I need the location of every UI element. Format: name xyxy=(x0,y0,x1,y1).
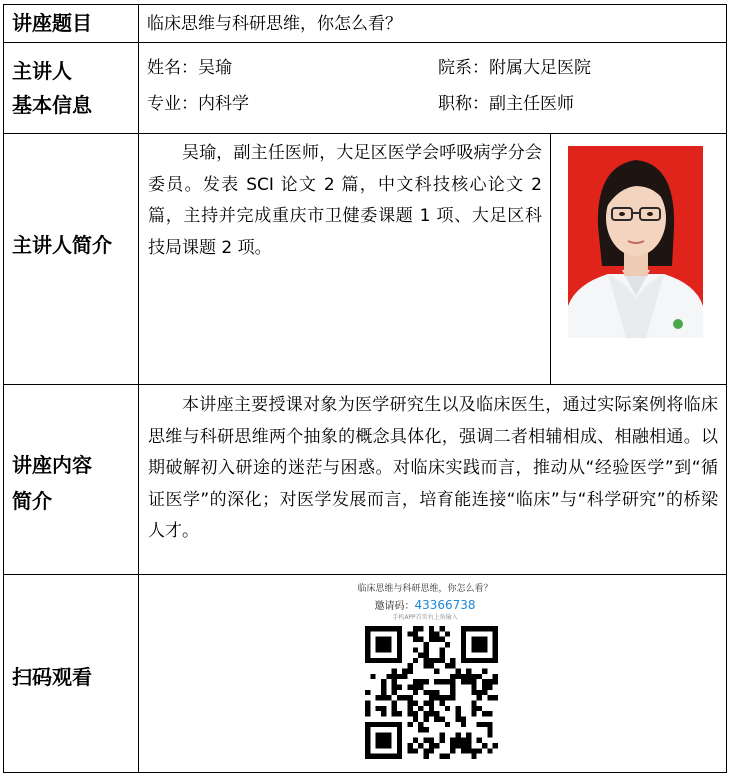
lecture-content-text: 本讲座主要授课对象为医学研究生以及临床医生，通过实际案例将临床思维与科研思维两个抽象的概念具体化，强调二者相辅相成、相融相通。以期破解初入研途的迷茫与困惑。对临床实践而言，推动从“经验医学”到“循证医学”的深化；对医学发展而言，培育能连接“临床”与“科学研究”的桥梁人才。 xyxy=(148,395,718,541)
speaker-bio-text: 吴瑜，副主任医师，大足区医学会呼吸病学分会委员。发表 SCI 论文 2 篇，中文科技核心论文 2 篇，主持并完成重庆市卫健委课题 1 项、大足区科技局课题 2 项。 xyxy=(148,143,542,258)
scan-label: 扫码观看 xyxy=(12,665,92,689)
speaker-portrait-icon xyxy=(568,146,703,338)
speaker-portrait-photo xyxy=(568,146,703,338)
speaker-bio-label: 主讲人简介 xyxy=(12,233,112,257)
speaker-info-label-line2: 基本信息 xyxy=(12,93,92,117)
lecture-title-label: 讲座题目 xyxy=(12,11,92,35)
lecture-content-label-line2: 简介 xyxy=(12,489,52,513)
qr-code-icon[interactable] xyxy=(365,626,498,759)
speaker-department: 院系：附属大足医院 xyxy=(438,58,591,78)
qr-title: 临床思维与科研思维，你怎么看？ xyxy=(357,584,493,594)
speaker-title: 职称：副主任医师 xyxy=(438,94,574,114)
invite-code-label: 邀请码： xyxy=(374,601,415,612)
speaker-specialty: 专业：内科学 xyxy=(147,94,249,114)
speaker-name: 姓名：吴瑜 xyxy=(147,58,232,78)
invite-code-hint: 手机APP首页右上角输入 xyxy=(392,614,458,621)
lecture-title-value: 临床思维与科研思维，你怎么看？ xyxy=(147,14,402,34)
invite-code-value: 43366738 xyxy=(414,598,476,612)
speaker-info-label-line1: 主讲人 xyxy=(12,59,72,83)
lecture-content-label-line1: 讲座内容 xyxy=(12,453,92,477)
invite-code-line xyxy=(300,598,550,614)
